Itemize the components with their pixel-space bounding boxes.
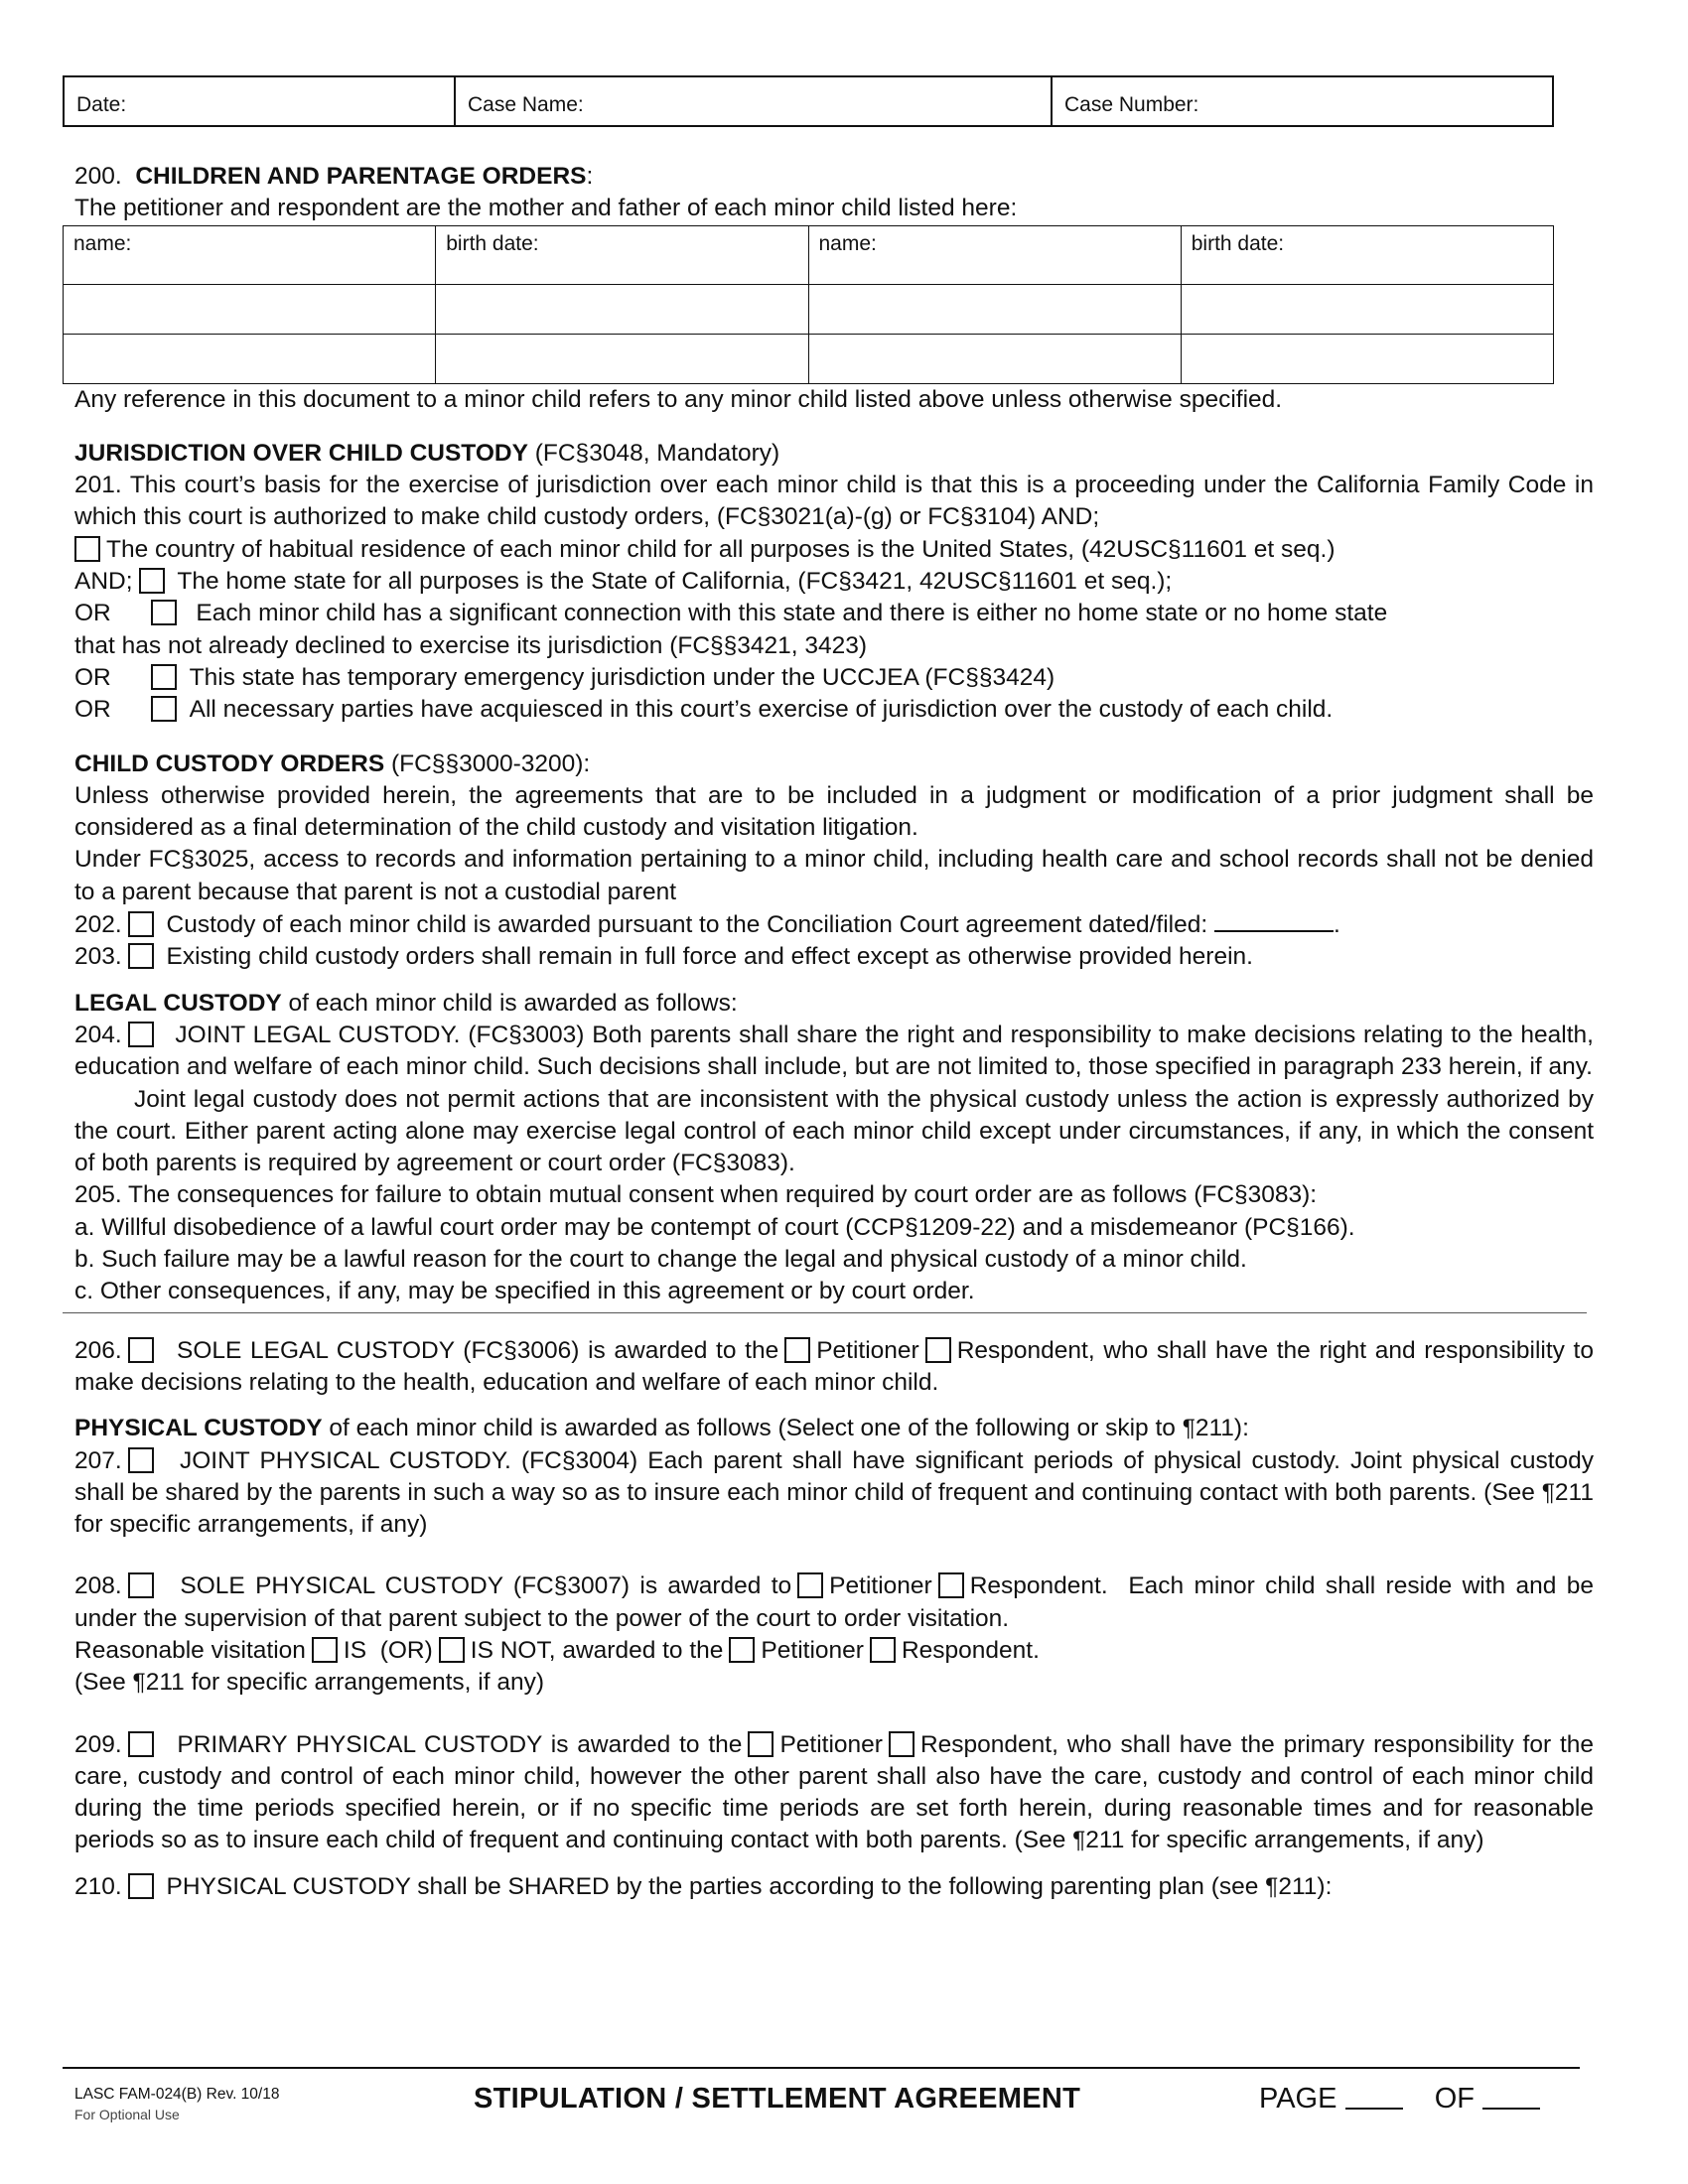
child-cell[interactable] (808, 284, 1181, 334)
case-header-box (63, 75, 1554, 127)
paragraph-204-cont: Joint legal custody does not permit actions that are inconsistent with the physical custody unless the action is expressly authorized by the court. Either parent acting alone may exercise legal control of each minor child except under circumstances, if any, in which the consent of both parents is required by agreement or court order (FC§3083). (74, 1085, 1594, 1177)
child-cell[interactable] (436, 334, 808, 383)
paragraph-202: 202. Custody of each minor child is awarded pursuant to the Conciliation Court agreement dated/filed: . (74, 908, 1594, 941)
custody-orders-heading: CHILD CUSTODY ORDERS (FC§§3000-3200): (74, 750, 591, 777)
jurisdiction-option-3: OR Each minor child has a significant connection with this state and there is either no home state or no home state (74, 600, 1388, 627)
checkbox[interactable] (139, 568, 165, 594)
jurisdiction-option-5: OR All necessary parties have acquiesced in this court’s exercise of jurisdiction over the custody of each child. (74, 696, 1334, 724)
custody-orders-p2: Under FC§3025, access to records and information pertaining to a minor child, including health care and school records shall not be denied to a parent because that parent is not a custodial parent (74, 846, 1594, 905)
child-birthdate-header-1: birth date: (436, 225, 808, 284)
checkbox[interactable] (128, 1873, 154, 1899)
paragraph-210: 210. PHYSICAL CUSTODY shall be SHARED by the parties according to the following parenting plan (see ¶211): (74, 1872, 1333, 1900)
page-blank[interactable] (1345, 2084, 1403, 2110)
checkbox[interactable] (729, 1637, 755, 1663)
child-cell[interactable] (64, 284, 436, 334)
date-label: Date: (76, 93, 127, 116)
checkbox[interactable] (784, 1337, 810, 1363)
paragraph-207: 207. JOINT PHYSICAL CUSTODY. (FC§3004) Each parent shall have significant periods of physical custody. Joint physical custody shall be shared by the parents in such a way so as to insure each minor child of frequent and continuing contact with both parents. (See ¶211 for specific arrangements, if any) (74, 1446, 1595, 1539)
paragraph-201: 201. This court’s basis for the exercise of jurisdiction over each minor child is that this is a proceeding under the California Family Code in which this court is authorized to make child custody orders, (FC§3021(a)-(g) or FC§3104) AND; (74, 472, 1594, 531)
paragraph-205-b: b. Such failure may be a lawful reason for the court to change the legal and physical custody of a minor child. (74, 1246, 1247, 1274)
jurisdiction-option-3-cont: that has not already declined to exercise its jurisdiction (FC§§3421, 3423) (74, 631, 868, 659)
checkbox[interactable] (938, 1572, 964, 1598)
checkbox[interactable] (74, 536, 100, 562)
children-table (63, 225, 1554, 384)
child-birthdate-header-2: birth date: (1181, 225, 1553, 284)
page-number: PAGE OF (1259, 2083, 1540, 2116)
form-body (74, 161, 1594, 1903)
checkbox[interactable] (748, 1731, 774, 1757)
paragraph-209: 209. PRIMARY PHYSICAL CUSTODY is awarded to the Petitioner Respondent, who shall have the primary responsibility for the care, custody and control of each minor child, however the other parent shall also have the care, custody and control of each minor child during the time periods specified herein, or if no specific time periods are set forth herein, during reasonable times and for reasonable periods so as to insure each child of frequent and continuing contact with both parents. (See ¶211 for specific arrangements, if any) (74, 1730, 1595, 1854)
checkbox[interactable] (128, 943, 154, 969)
paragraph-204: 204. JOINT LEGAL CUSTODY. (FC§3003) Both parents shall share the right and responsibility to make decisions relating to the health, education and welfare of each minor child. Such decisions shall include, but are not limited to, those specified in paragraph 233 herein, if any. (74, 1021, 1594, 1081)
jurisdiction-heading: JURISDICTION OVER CHILD CUSTODY (FC§3048, Mandatory) (74, 439, 780, 467)
checkbox[interactable] (151, 696, 177, 722)
checkbox[interactable] (128, 1022, 154, 1047)
footer-title: STIPULATION / SETTLEMENT AGREEMENT (474, 2083, 1081, 2115)
checkbox[interactable] (889, 1731, 914, 1757)
child-name-header-1: name: (64, 225, 436, 284)
checkbox[interactable] (870, 1637, 896, 1663)
checkbox[interactable] (312, 1637, 338, 1663)
legal-custody-heading: LEGAL CUSTODY of each minor child is awarded as follows: (74, 989, 738, 1017)
child-cell[interactable] (436, 284, 808, 334)
child-cell[interactable] (1181, 334, 1553, 383)
paragraph-208: 208. SOLE PHYSICAL CUSTODY (FC§3007) is awarded to Petitioner Respondent. Each minor child shall reside with and be under the supervision of that parent subject to the power of the court to order visitation. (74, 1572, 1594, 1632)
checkbox[interactable] (128, 1572, 154, 1598)
custody-orders-p1: Unless otherwise provided herein, the agreements that are to be included in a judgment or modification of a prior judgment shall be considered as a final determination of the child custody and visitation litigation. (74, 781, 1594, 842)
case-number-field[interactable] (1053, 77, 1552, 125)
child-cell[interactable] (64, 334, 436, 383)
reasonable-visitation-line: Reasonable visitation IS (OR) IS NOT, awarded to the Petitioner Respondent. (74, 1636, 1040, 1664)
form-number: LASC FAM-024(B) Rev. 10/18 (74, 2086, 280, 2103)
optional-use-label: For Optional Use (74, 2107, 180, 2122)
total-pages-blank[interactable] (1482, 2084, 1540, 2110)
checkbox[interactable] (797, 1572, 823, 1598)
checkbox[interactable] (128, 911, 154, 937)
date-field[interactable] (65, 77, 456, 125)
physical-custody-heading: PHYSICAL CUSTODY of each minor child is awarded as follows (Select one of the following or skip to ¶211): (74, 1415, 1249, 1442)
see-211-note: (See ¶211 for specific arrangements, if any) (74, 1669, 544, 1697)
paragraph-203: 203. Existing child custody orders shall remain in full force and effect except as otherwise provided herein. (74, 943, 1253, 971)
paragraph-206: 206. SOLE LEGAL CUSTODY (FC§3006) is awarded to the Petitioner Respondent, who shall have the right and responsibility to make decisions relating to the health, education and welfare of each minor child. (74, 1336, 1594, 1396)
jurisdiction-option-1: The country of habitual residence of each minor child for all purposes is the United States, (42USC§11601 et seq.) (74, 534, 1594, 566)
jurisdiction-option-2: AND; The home state for all purposes is the State of California, (FC§3421, 42USC§11601 et seq.); (74, 568, 1173, 596)
paragraph-205-a: a. Willful disobedience of a lawful court order may be contempt of court (CCP§1209-22) and a misdemeanor (PC§166). (74, 1213, 1355, 1241)
case-number-label: Case Number: (1064, 93, 1199, 116)
date-filed-blank[interactable] (1214, 908, 1334, 932)
checkbox[interactable] (128, 1731, 154, 1757)
paragraph-205: 205. The consequences for failure to obtain mutual consent when required by court order are as follows (FC§3083): (74, 1181, 1318, 1209)
child-cell[interactable] (1181, 284, 1553, 334)
checkbox[interactable] (439, 1637, 465, 1663)
checkbox[interactable] (128, 1337, 154, 1363)
child-cell[interactable] (808, 334, 1181, 383)
form-id (74, 2085, 279, 2124)
section-200-note: Any reference in this document to a minor child refers to any minor child listed above unless otherwise specified. (74, 385, 1283, 413)
footer-rule (63, 2067, 1580, 2069)
checkbox[interactable] (151, 664, 177, 690)
paragraph-205-c: c. Other consequences, if any, may be specified in this agreement or by court order. (74, 1278, 975, 1305)
child-name-header-2: name: (808, 225, 1181, 284)
checkbox[interactable] (925, 1337, 951, 1363)
jurisdiction-option-4: OR This state has temporary emergency jurisdiction under the UCCJEA (FC§§3424) (74, 663, 1055, 691)
section-200-intro: The petitioner and respondent are the mother and father of each minor child listed here: (74, 195, 1018, 222)
section-200-heading: 200. CHILDREN AND PARENTAGE ORDERS: (74, 163, 594, 190)
checkbox[interactable] (128, 1447, 154, 1473)
case-name-field[interactable] (456, 77, 1053, 125)
checkbox[interactable] (151, 600, 177, 625)
case-name-label: Case Name: (468, 93, 584, 116)
